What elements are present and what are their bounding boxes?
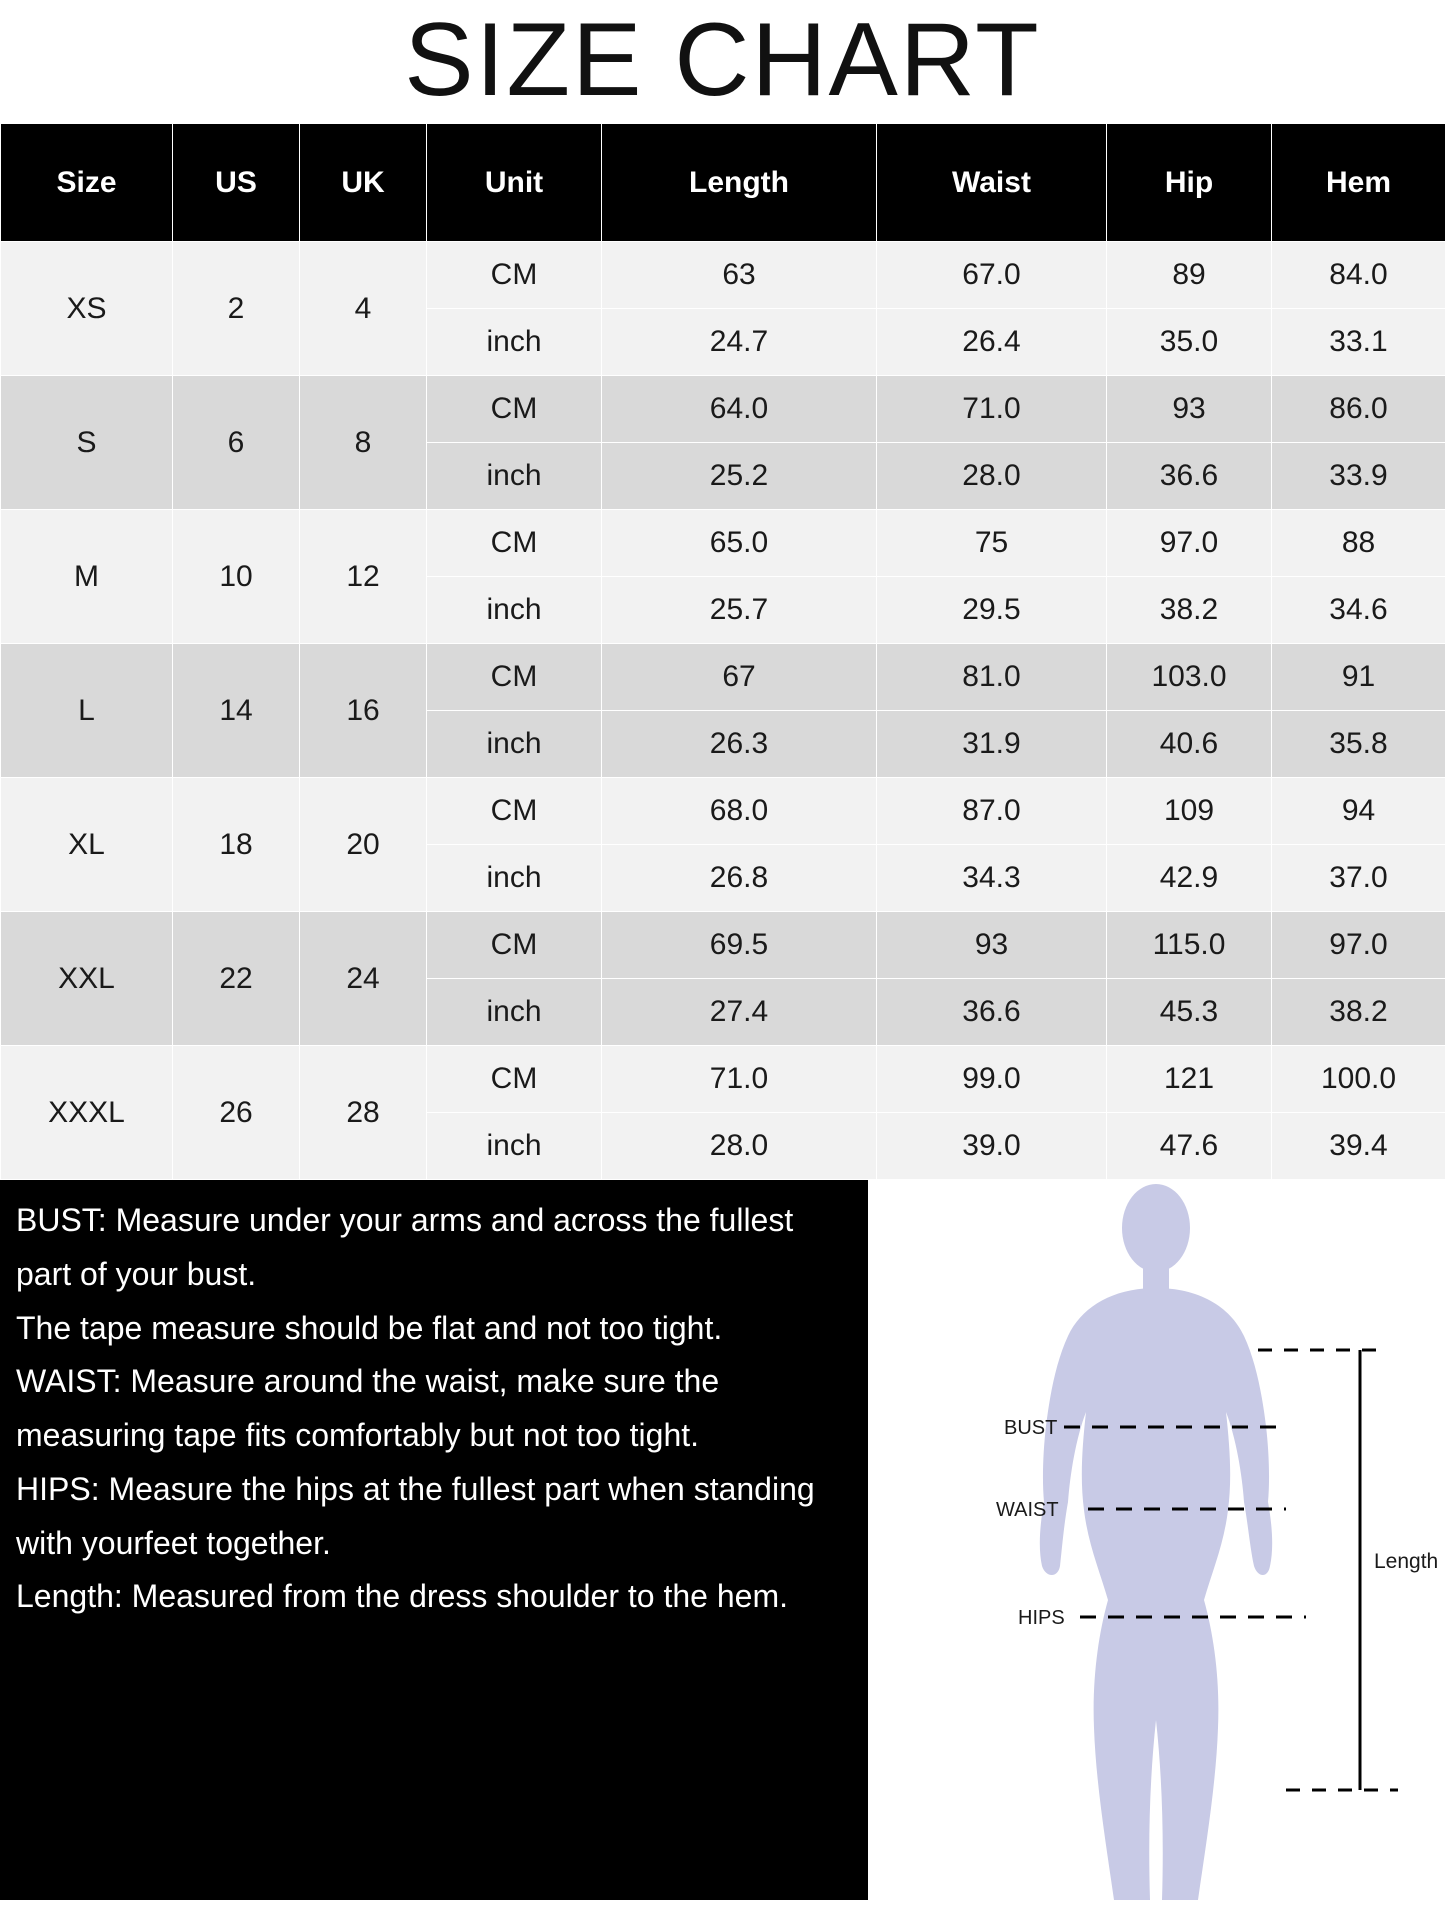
cell-waist: 81.0 (877, 644, 1107, 711)
size-chart-table (0, 123, 1445, 1180)
cell-waist: 36.6 (877, 979, 1107, 1046)
cell-hem: 38.2 (1272, 979, 1445, 1046)
cell-hip: 103.0 (1107, 644, 1272, 711)
cell-hem: 35.8 (1272, 711, 1445, 778)
cell-size: M (1, 510, 173, 644)
cell-us: 10 (173, 510, 300, 644)
cell-unit: inch (427, 979, 602, 1046)
cell-hem: 86.0 (1272, 376, 1445, 443)
cell-hem: 33.9 (1272, 443, 1445, 510)
cell-unit: CM (427, 242, 602, 309)
measurement-notes (0, 1180, 868, 1900)
cell-hem: 34.6 (1272, 577, 1445, 644)
cell-hip: 42.9 (1107, 845, 1272, 912)
header-size: Size (1, 124, 173, 242)
cell-length: 71.0 (602, 1046, 877, 1113)
bottom-section (0, 1180, 1445, 1900)
cell-waist: 93 (877, 912, 1107, 979)
cell-uk: 28 (300, 1046, 427, 1180)
waist-label: WAIST (996, 1499, 1059, 1522)
cell-length: 26.3 (602, 711, 877, 778)
cell-hip: 115.0 (1107, 912, 1272, 979)
cell-size: L (1, 644, 173, 778)
cell-hem: 33.1 (1272, 309, 1445, 376)
cell-hem: 100.0 (1272, 1046, 1445, 1113)
table-row (1, 912, 1445, 979)
note-tape: The tape measure should be flat and not too tight. (16, 1309, 723, 1346)
cell-hip: 38.2 (1107, 577, 1272, 644)
header-waist: Waist (877, 124, 1107, 242)
table-row (1, 778, 1445, 845)
measurement-figure (868, 1180, 1445, 1900)
cell-hip: 45.3 (1107, 979, 1272, 1046)
cell-us: 14 (173, 644, 300, 778)
cell-uk: 20 (300, 778, 427, 912)
cell-length: 65.0 (602, 510, 877, 577)
cell-length: 67 (602, 644, 877, 711)
cell-hip: 40.6 (1107, 711, 1272, 778)
cell-waist: 71.0 (877, 376, 1107, 443)
cell-length: 25.2 (602, 443, 877, 510)
cell-size: XL (1, 778, 173, 912)
cell-waist: 29.5 (877, 577, 1107, 644)
table-row (1, 644, 1445, 711)
hips-label: HIPS (1018, 1607, 1065, 1630)
cell-unit: CM (427, 644, 602, 711)
cell-hem: 91 (1272, 644, 1445, 711)
header-hem: Hem (1272, 124, 1445, 242)
cell-hip: 97.0 (1107, 510, 1272, 577)
cell-unit: CM (427, 778, 602, 845)
cell-hem: 94 (1272, 778, 1445, 845)
cell-waist: 31.9 (877, 711, 1107, 778)
cell-hip: 89 (1107, 242, 1272, 309)
cell-hip: 47.6 (1107, 1113, 1272, 1180)
cell-us: 22 (173, 912, 300, 1046)
cell-hip: 109 (1107, 778, 1272, 845)
cell-us: 18 (173, 778, 300, 912)
cell-hip: 121 (1107, 1046, 1272, 1113)
cell-size: S (1, 376, 173, 510)
page-title: SIZE CHART (404, 2, 1041, 118)
cell-waist: 87.0 (877, 778, 1107, 845)
cell-unit: CM (427, 1046, 602, 1113)
cell-waist: 75 (877, 510, 1107, 577)
cell-hip: 35.0 (1107, 309, 1272, 376)
cell-us: 6 (173, 376, 300, 510)
cell-uk: 24 (300, 912, 427, 1046)
cell-us: 26 (173, 1046, 300, 1180)
cell-length: 24.7 (602, 309, 877, 376)
cell-hip: 93 (1107, 376, 1272, 443)
header-hip: Hip (1107, 124, 1272, 242)
cell-unit: CM (427, 376, 602, 443)
header-unit: Unit (427, 124, 602, 242)
length-label: Length (1374, 1550, 1439, 1574)
cell-size: XXL (1, 912, 173, 1046)
cell-unit: CM (427, 510, 602, 577)
table-row (1, 510, 1445, 577)
header-length: Length (602, 124, 877, 242)
cell-waist: 67.0 (877, 242, 1107, 309)
cell-length: 69.5 (602, 912, 877, 979)
cell-uk: 16 (300, 644, 427, 778)
cell-waist: 34.3 (877, 845, 1107, 912)
cell-hem: 37.0 (1272, 845, 1445, 912)
note-length: Length: Measured from the dress shoulder to the hem. (16, 1578, 788, 1615)
cell-length: 64.0 (602, 376, 877, 443)
cell-size: XXXL (1, 1046, 173, 1180)
cell-length: 25.7 (602, 577, 877, 644)
table-row (1, 1046, 1445, 1113)
cell-hem: 88 (1272, 510, 1445, 577)
table-header-row (1, 124, 1445, 242)
cell-unit: inch (427, 577, 602, 644)
bust-label: BUST (1004, 1417, 1058, 1440)
cell-unit: CM (427, 912, 602, 979)
cell-length: 27.4 (602, 979, 877, 1046)
cell-hem: 84.0 (1272, 242, 1445, 309)
cell-unit: inch (427, 711, 602, 778)
cell-length: 26.8 (602, 845, 877, 912)
cell-waist: 28.0 (877, 443, 1107, 510)
cell-unit: inch (427, 443, 602, 510)
cell-length: 63 (602, 242, 877, 309)
cell-length: 28.0 (602, 1113, 877, 1180)
note-hips: HIPS: Measure the hips at the fullest part when standing with yourfeet together. (16, 1470, 815, 1561)
cell-hem: 39.4 (1272, 1113, 1445, 1180)
cell-waist: 26.4 (877, 309, 1107, 376)
cell-uk: 8 (300, 376, 427, 510)
cell-uk: 4 (300, 242, 427, 376)
cell-unit: inch (427, 1113, 602, 1180)
cell-waist: 99.0 (877, 1046, 1107, 1113)
header-us: US (173, 124, 300, 242)
cell-uk: 12 (300, 510, 427, 644)
table-row (1, 376, 1445, 443)
cell-unit: inch (427, 845, 602, 912)
note-bust: BUST: Measure under your arms and across the fullest part of your bust. (16, 1202, 794, 1292)
cell-unit: inch (427, 309, 602, 376)
cell-hem: 97.0 (1272, 912, 1445, 979)
female-body-diagram-icon (868, 1180, 1445, 1900)
header-uk: UK (300, 124, 427, 242)
cell-waist: 39.0 (877, 1113, 1107, 1180)
cell-us: 2 (173, 242, 300, 376)
cell-length: 68.0 (602, 778, 877, 845)
note-waist: WAIST: Measure around the waist, make sure the measuring tape fits comfortably but not too tight. (16, 1363, 720, 1454)
table-row (1, 242, 1445, 309)
cell-size: XS (1, 242, 173, 376)
cell-hip: 36.6 (1107, 443, 1272, 510)
